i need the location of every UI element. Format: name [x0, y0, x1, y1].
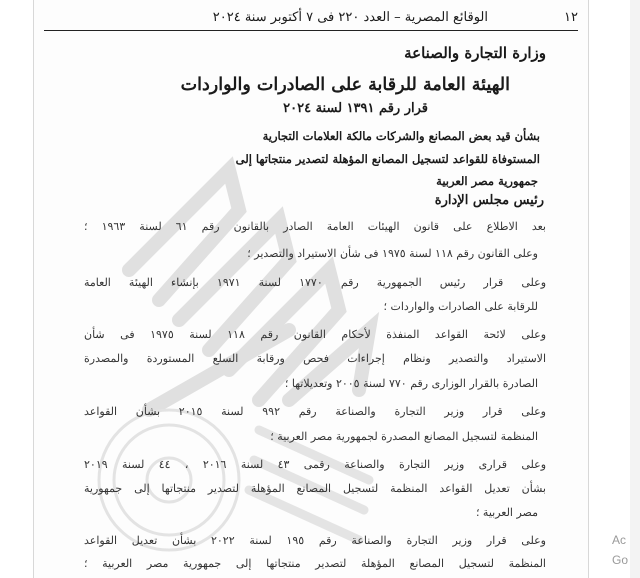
authority-title: الهيئة العامة للرقابة على الصادرات والواردات: [180, 75, 510, 95]
subject-line: بشأن قيد بعض المصانع والشركات مالكة العلامات التجارية: [262, 129, 540, 143]
gazette-page: [33, 0, 589, 578]
vertical-scrollbar[interactable]: [630, 0, 640, 578]
issue-line: الوقائع المصرية – العدد ٢٢٠ فى ٧ أكتوبر سنة ٢٠٢٤: [212, 10, 488, 25]
body-line: الاستيراد والتصدير ونظام إجراءات فحص ورقابة السلع المستوردة والمصدرة: [84, 352, 546, 365]
ministry-title: وزارة التجارة والصناعة: [404, 44, 546, 62]
chair-heading: رئيس مجلس الإدارة: [434, 193, 544, 208]
body-line: وعلى القانون رقم ١١٨ لسنة ١٩٧٥ فى شأن الاستيراد والتصدير ؛: [247, 247, 538, 260]
activate-windows-watermark: Ac: [612, 533, 627, 547]
activate-windows-watermark: Go: [612, 553, 629, 567]
subject-line: جمهورية مصر العربية: [436, 174, 538, 188]
body-line: للرقابة على الصادرات والواردات ؛: [383, 300, 538, 313]
body-line: بشأن تعديل القواعد المنظمة لتسجيل المصانع المؤهلة لتصدير منتجاتها إلى جمهورية: [84, 482, 546, 495]
body-line: وعلى قرار رئيس الجمهورية رقم ١٧٧٠ لسنة ١٩٧١ بإنشاء الهيئة العامة: [84, 276, 547, 289]
page-number: ١٢: [564, 10, 578, 25]
decree-number: قرار رقم ١٣٩١ لسنة ٢٠٢٤: [283, 101, 428, 116]
running-header: [44, 8, 578, 28]
body-line: مصر العربية ؛: [475, 506, 538, 519]
body-line: وعلى قرار وزير التجارة والصناعة رقم ٩٩٢ لسنة ٢٠١٥ بشأن القواعد: [84, 405, 546, 418]
body-line: بعد الاطلاع على قانون الهيئات العامة الصادر بالقانون رقم ٦١ لسنة ١٩٦٣ ؛: [84, 220, 546, 233]
body-line: المنظمة لتسجيل المصانع المصدرة لجمهورية مصر العربية ؛: [270, 430, 538, 443]
body-line: وعلى قرارى وزير التجارة والصناعة رقمى ٤٣ لسنة ٢٠١٦ ، ٤٤ لسنة ٢٠١٩: [84, 458, 547, 471]
body-line: المنظمة لتسجيل المصانع المؤهلة لتصدير منتجاتها إلى جمهورية مصر العربية ؛: [84, 557, 546, 570]
header-rule: [44, 30, 578, 31]
body-line: الصادرة بالقرار الوزارى رقم ٧٧٠ لسنة ٢٠٠٥ وتعديلاتها ؛: [284, 377, 538, 390]
body-line: وعلى لائحة القواعد المنفذة لأحكام القانون رقم ١١٨ لسنة ١٩٧٥ فى شأن: [84, 328, 547, 341]
body-line: وعلى قرار وزير التجارة والصناعة رقم ١٩٥ لسنة ٢٠٢٢ بشأن تعديل القواعد: [84, 534, 546, 547]
subject-line: المستوفاة للقواعد لتسجيل المصانع المؤهلة لتصدير منتجاتها إلى: [235, 152, 540, 166]
